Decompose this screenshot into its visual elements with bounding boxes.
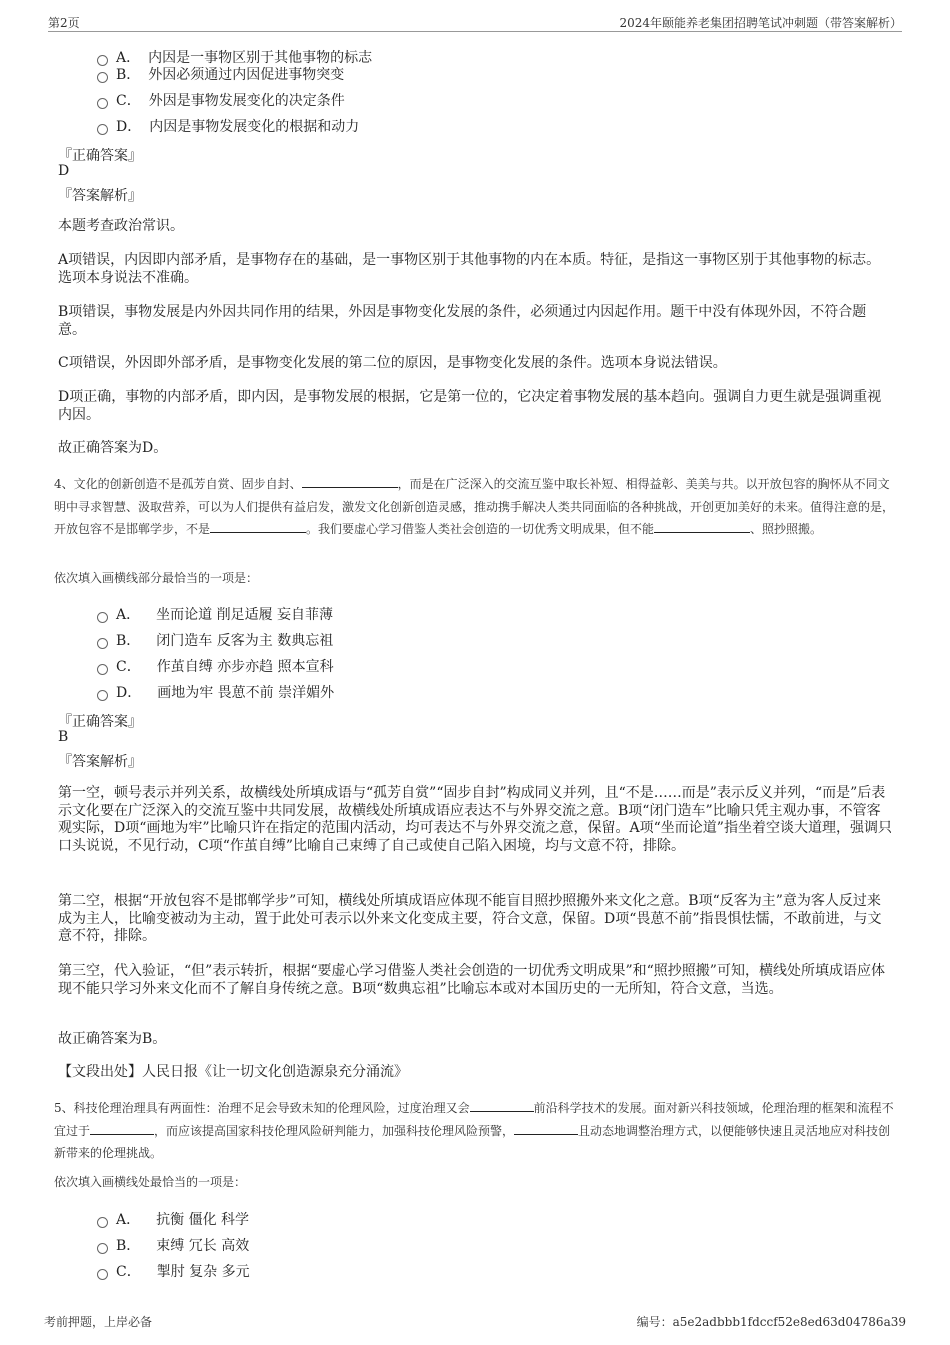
- radio-icon[interactable]: [97, 98, 108, 109]
- radio-icon[interactable]: [97, 612, 108, 623]
- q3-option-b[interactable]: B． 外因必须通过内因促进事物突变: [97, 64, 344, 84]
- q3-conclusion: 故正确答案为D。: [58, 440, 168, 456]
- radio-icon[interactable]: [97, 1243, 108, 1254]
- q4-prompt: 依次填入画横线部分最恰当的一项是：: [54, 571, 259, 585]
- blank-1[interactable]: [470, 1099, 534, 1112]
- radio-icon[interactable]: [97, 1269, 108, 1280]
- q5-prompt: 依次填入画横线处最恰当的一项是：: [54, 1175, 247, 1189]
- q3-option-c[interactable]: C． 外因是事物发展变化的决定条件: [97, 90, 345, 110]
- q4-conclusion: 故正确答案为B。: [58, 1031, 167, 1047]
- radio-icon[interactable]: [97, 690, 108, 701]
- q4-question: 4、文化的创新创造不是孤芳自赏、固步自封、 ，而是在广泛深入的交流互鉴中取长补短、相得益彰、美美与共。以开放包容的胸怀从不同文明中寻求智慧、汲取营养，可以为人们提供有益启发，激发文化创新创造灵感，推动携手解决人类共同面临的各种挑战，开创更加美好的未来。值得注意的是，开放包容不是邯郸学步，不是 。我们要虚心学习借鉴人类社会创造的一切优秀文明成果，但不能 、照抄照搬。: [54, 477, 895, 536]
- q4-option-d[interactable]: D． 画地为牢 畏葸不前 崇洋媚外: [97, 682, 334, 702]
- blank-3[interactable]: [514, 1122, 578, 1135]
- radio-icon[interactable]: [97, 1217, 108, 1228]
- q4-source: 【文段出处】人民日报《让一切文化创造源泉充分涌流》: [58, 1064, 408, 1080]
- q3-answer: D: [58, 163, 70, 179]
- radio-icon[interactable]: [97, 664, 108, 675]
- q3-analysis-c: C项错误，外因即外部矛盾，是事物变化发展的第二位的原因，是事物变化发展的条件。选项本身说法错误。: [58, 355, 727, 371]
- header-divider: [48, 31, 902, 32]
- radio-icon[interactable]: [97, 638, 108, 649]
- document-title: 2024年颐能养老集团招聘笔试冲刺题（带答案解析）: [619, 16, 902, 30]
- q4-analysis-third-blank: 第三空，代入验证，“但”表示转折，根据“要虚心学习借鉴人类社会创造的一切优秀文明成果”和“照抄照搬”可知，横线处所填成语应体现不能只学习外来文化而不了解自身传统之意。B项“数典忘祖”比喻忘本或对本国历史的一无所知，符合文意，当选。: [58, 963, 885, 997]
- q3-option-a[interactable]: A． 内因是一事物区别于其他事物的标志: [97, 47, 372, 67]
- q3-analysis-intro: 本题考查政治常识。: [58, 218, 184, 234]
- blank-3[interactable]: [654, 520, 750, 533]
- document-id: 编号：a5e2adbbb1fdccf52e8ed63d04786a39: [636, 1315, 906, 1329]
- blank-1[interactable]: [302, 475, 398, 488]
- q3-analysis-label: 『答案解析』: [58, 188, 142, 204]
- q5-option-b[interactable]: B． 束缚 冗长 高效: [97, 1235, 249, 1255]
- radio-icon[interactable]: [97, 124, 108, 135]
- page-number: 第2页: [48, 16, 80, 30]
- q5-question: 5、科技伦理治理具有两面性：治理不足会导致未知的伦理风险，过度治理又会 前沿科学技术的发展。面对新兴科技领域，伦理治理的框架和流程不宜过于 ，而应该提高国家科技伦理风险研判能力，加强科技伦理风险预警， 且动态地调整治理方式，以便能够快速且灵活地应对科技创新带来的伦理挑战。: [54, 1101, 894, 1160]
- q3-answer-label: 『正确答案』: [58, 148, 142, 164]
- q4-option-a[interactable]: A． 坐而论道 削足适履 妄自菲薄: [97, 604, 333, 624]
- q5-option-a[interactable]: A． 抗衡 僵化 科学: [97, 1209, 249, 1229]
- q4-option-c[interactable]: C． 作茧自缚 亦步亦趋 照本宣科: [97, 656, 334, 676]
- q4-option-b[interactable]: B． 闭门造车 反客为主 数典忘祖: [97, 630, 333, 650]
- radio-icon[interactable]: [97, 72, 108, 83]
- q3-option-d[interactable]: D． 内因是事物发展变化的根据和动力: [97, 116, 359, 136]
- q4-analysis-second-blank: 第二空，根据“开放包容不是邯郸学步”可知，横线处所填成语应体现不能盲目照抄照搬外来文化之意。B项“反客为主”意为客人反过来成为主人，比喻变被动为主动，置于此处可表示以外来文化变成主要，符合文意，保留。D项“畏葸不前”指畏惧怯懦，不敢前进，与文意不符，排除。: [58, 893, 882, 944]
- q5-option-c[interactable]: C． 掣肘 复杂 多元: [97, 1261, 250, 1281]
- q4-answer: B: [58, 729, 69, 745]
- q4-analysis-label: 『答案解析』: [58, 754, 142, 770]
- q4-answer-label: 『正确答案』: [58, 714, 142, 730]
- blank-2[interactable]: [210, 520, 306, 533]
- q4-analysis-first-blank: 第一空，顿号表示并列关系，故横线处所填成语与“孤芳自赏”“固步自封”构成同义并列，且“不是……而是”表示反义并列，“而是”后表示文化要在广泛深入的交流互鉴中共同发展，故横线处所填成语应表达不与外界交流之意。B项“闭门造车”比喻只凭主观办事，不管客观实际，D项“画地为牢”比喻只许在指定的范围内活动，均可表达不与外界交流之意，保留。A项“坐而论道”指坐着空谈大道理，强调只口头说说，不见行动，C项“作茧自缚”比喻自己束缚了自己或使自己陷入困境，均与文意不符，排除。: [58, 785, 892, 854]
- q3-analysis-b: B项错误，事物发展是内外因共同作用的结果，外因是事物变化发展的条件，必须通过内因起作用。题干中没有体现外因，不符合题意。: [58, 304, 867, 338]
- footer-slogan: 考前押题，上岸必备: [44, 1315, 153, 1329]
- blank-2[interactable]: [90, 1122, 154, 1135]
- q3-analysis-d: D项正确，事物的内部矛盾，即内因，是事物发展的根据，它是第一位的，它决定着事物发展的基本趋向。强调自力更生就是强调重视内因。: [58, 389, 882, 423]
- q3-analysis-a: A项错误，内因即内部矛盾，是事物存在的基础，是一事物区别于其他事物的内在本质。特征，是指这一事物区别于其他事物的标志。选项本身说法不准确。: [58, 252, 881, 286]
